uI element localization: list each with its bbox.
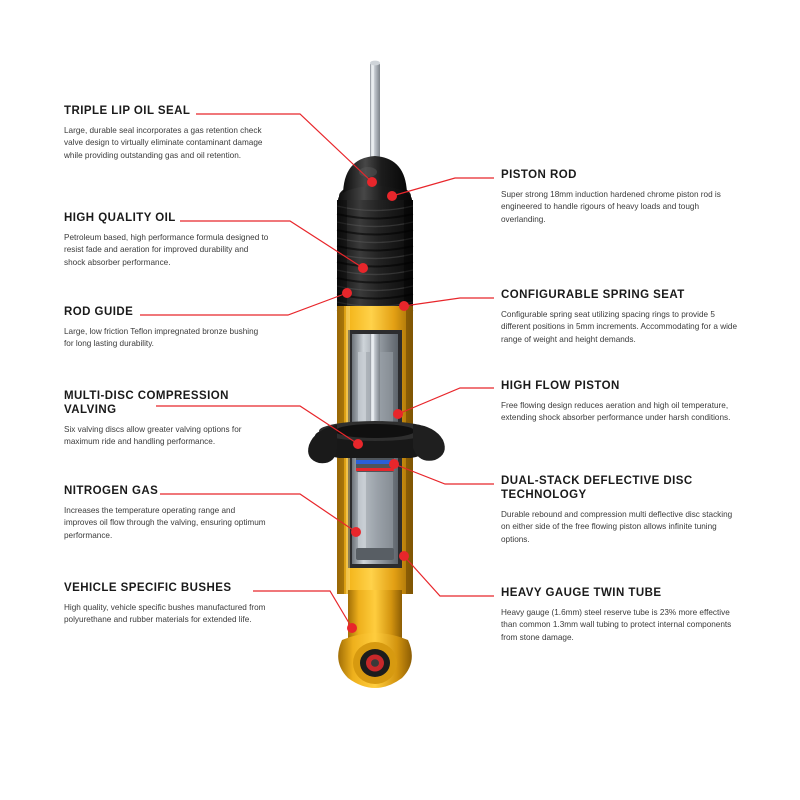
callout-title: HIGH QUALITY OIL <box>64 212 176 224</box>
callout-title: MULTI-DISC COMPRESSION VALVING <box>64 390 229 416</box>
callout-body: Large, low friction Teflon impregnated bronze bushing for long lasting durability. <box>64 327 259 349</box>
callout-title: DUAL-STACK DEFLECTIVE DISC TECHNOLOGY <box>501 475 693 501</box>
leader-lines <box>140 114 494 628</box>
callout-piston-rod <box>501 168 741 226</box>
callout-title: VEHICLE SPECIFIC BUSHES <box>64 582 232 594</box>
callout-body: High quality, vehicle specific bushes manufactured from polyurethane and rubber materials for extended life. <box>64 603 266 625</box>
callout-body: Free flowing design reduces aeration and high oil temperature, extending shock absorber performance under harsh conditions. <box>501 401 731 423</box>
callout-dual-stack-deflective-disc-technology <box>501 474 741 546</box>
callout-body: Super strong 18mm induction hardened chrome piston rod is engineered to handle rigours of heavy loads and tough overlanding. <box>501 190 721 224</box>
callout-triple-lip-oil-seal <box>64 104 269 162</box>
callout-rod-guide <box>64 305 269 351</box>
callout-body: Six valving discs allow greater valving options for maximum ride and handling performance. <box>64 425 242 447</box>
callout-multi-disc-compression-valving <box>64 389 269 449</box>
callout-title: CONFIGURABLE SPRING SEAT <box>501 289 685 301</box>
callout-title: ROD GUIDE <box>64 306 134 318</box>
callout-body: Configurable spring seat utilizing spacing rings to provide 5 different positions in 5mm increments. Accommodating for a wide range of weight and height demands. <box>501 310 738 344</box>
callout-title: TRIPLE LIP OIL SEAL <box>64 105 191 117</box>
callout-high-quality-oil <box>64 211 269 269</box>
callout-nitrogen-gas <box>64 484 269 542</box>
callout-title: HIGH FLOW PISTON <box>501 380 620 392</box>
callout-body: Increases the temperature operating range and improves oil flow through the valving, ensuring optimum performance. <box>64 506 266 540</box>
lower-body-graphic <box>338 590 412 688</box>
callout-heavy-gauge-twin-tube <box>501 586 741 644</box>
callout-configurable-spring-seat <box>501 288 741 346</box>
callout-body: Petroleum based, high performance formula designed to resist fade and aeration for improved durability and shock absorber performance. <box>64 233 269 267</box>
callout-vehicle-specific-bushes <box>64 581 269 627</box>
callout-title: NITROGEN GAS <box>64 485 159 497</box>
callout-body: Large, durable seal incorporates a gas retention check valve design to virtually eliminate contaminant damage while providing outstanding gas and oil retention. <box>64 126 263 160</box>
callout-body: Durable rebound and compression multi deflective disc stacking on either side of the free flowing piston allows infinite tuning options. <box>501 510 733 544</box>
callout-title: HEAVY GAUGE TWIN TUBE <box>501 587 662 599</box>
callout-high-flow-piston <box>501 379 741 425</box>
piston-rod-graphic <box>370 61 380 172</box>
callout-title: PISTON ROD <box>501 169 577 181</box>
callout-body: Heavy gauge (1.6mm) steel reserve tube is 23% more effective than common 1.3mm wall tubing to protect internal components from stone damage. <box>501 608 732 642</box>
